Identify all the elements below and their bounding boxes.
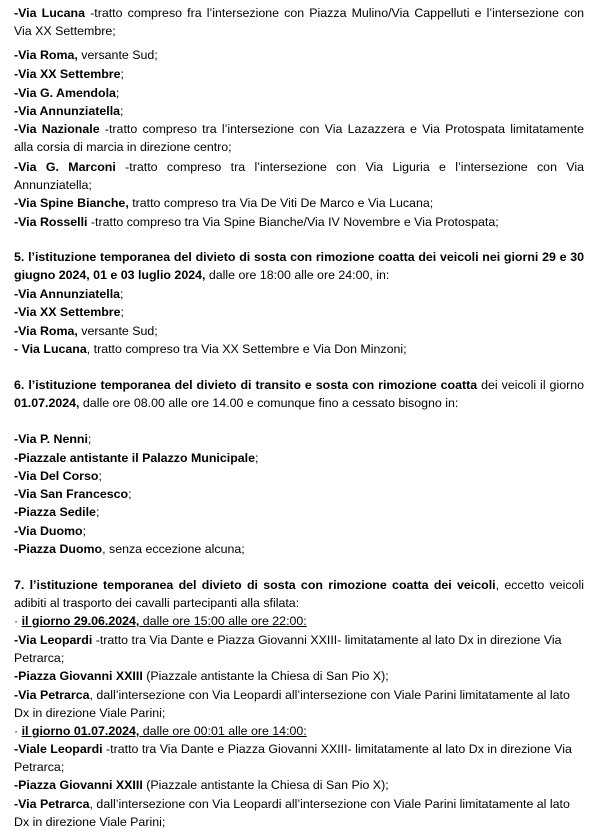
list-item: -Via G. Amendola; (14, 86, 120, 100)
list-item: -Via Petrarca, dall’intersezione con Via Leopardi all’intersezione con Viale Parini limitatamente al lato Dx in direzione Viale Parini; (14, 688, 570, 721)
list-item: -Via Annunziatella; (14, 287, 124, 301)
list-item: -Piazza Giovanni XXIII (Piazzale antistante la Chiesa di San Pio X); (14, 669, 389, 683)
list-item: -Piazza Sedile; (14, 505, 100, 519)
list-item: -Via Duomo; (14, 524, 87, 538)
list-item: -Piazzale antistante il Palazzo Municipale; (14, 451, 259, 465)
list-item: -Viale Leopardi -tratto tra Via Dante e Piazza Giovanni XXIII- limitatamente al lato Dx in direzione Via Petrarca; (14, 742, 572, 775)
list-item: -Via Leopardi -tratto tra Via Dante e Piazza Giovanni XXIII- limitatamente al lato Dx in direzione Via Petrarca; (14, 633, 562, 666)
section-heading: 5. l’istituzione temporanea del divieto di sosta con rimozione coatta dei veicoli nei giorni 29 e 30 giugno 2024, 01 e 03 luglio 2024, dalle ore 18:00 alle ore 24:00, in: (14, 250, 584, 283)
list-item: - Via Lucana, tratto compreso tra Via XX Settembre e Via Don Minzoni; (14, 342, 407, 356)
list-item: -Via Del Corso; (14, 469, 102, 483)
list-item: -Via G. Marconi -tratto compreso tra l’intersezione con Via Liguria e l’intersezione con Via Annunziatella; (14, 160, 584, 193)
section-heading: 6. l’istituzione temporanea del divieto di transito e sosta con rimozione coatta dei veicoli il giorno 01.07.2024, dalle ore 08.00 alle ore 14.00 e comunque fino a cessato bisogno in: (14, 378, 584, 411)
list-item: -Via Lucana -tratto compreso fra l’intersezione con Piazza Mulino/Via Cappelluti e l’intersezione con Via XX Settembre; (14, 6, 585, 39)
list-item: -Via Annunziatella; (14, 104, 124, 118)
list-item: -Via XX Settembre; (14, 305, 124, 319)
list-item: -Piazza Duomo, senza eccezione alcuna; (14, 542, 245, 556)
date-heading: · il giorno 01.07.2024, dalle ore 00:01 alle ore 14:00: (14, 724, 307, 738)
list-item: -Via San Francesco; (14, 487, 132, 501)
list-item: -Via Nazionale -tratto compreso tra l’intersezione con Via Lazazzera e Via Protospata limitatamente alla corsia di marcia in direzione centro; (14, 122, 584, 155)
list-item: -Via Petrarca, dall’intersezione con Via Leopardi all’intersezione con Viale Parini limitatamente al lato Dx in direzione Viale Parini; (14, 797, 570, 830)
list-item: -Via XX Settembre; (14, 67, 124, 81)
list-item: -Via Roma, versante Sud; (14, 324, 158, 338)
date-heading: · il giorno 29.06.2024, dalle ore 15:00 alle ore 22:00: (14, 614, 307, 628)
list-item: -Via Rosselli -tratto compreso tra Via Spine Bianche/Via IV Novembre e Via Protospata; (14, 215, 499, 229)
list-item: -Via Roma, versante Sud; (14, 48, 158, 62)
section-heading: 7. l’istituzione temporanea del divieto di sosta con rimozione coatta dei veicoli, eccetto veicoli adibiti al trasporto dei cavalli partecipanti alla sfilata: (14, 578, 584, 611)
list-item: -Via P. Nenni; (14, 432, 92, 446)
list-item: -Piazza Giovanni XXIII (Piazzale antistante la Chiesa di San Pio X); (14, 778, 389, 792)
list-item: -Via Spine Bianche, tratto compreso tra Via De Viti De Marco e Via Lucana; (14, 196, 434, 210)
